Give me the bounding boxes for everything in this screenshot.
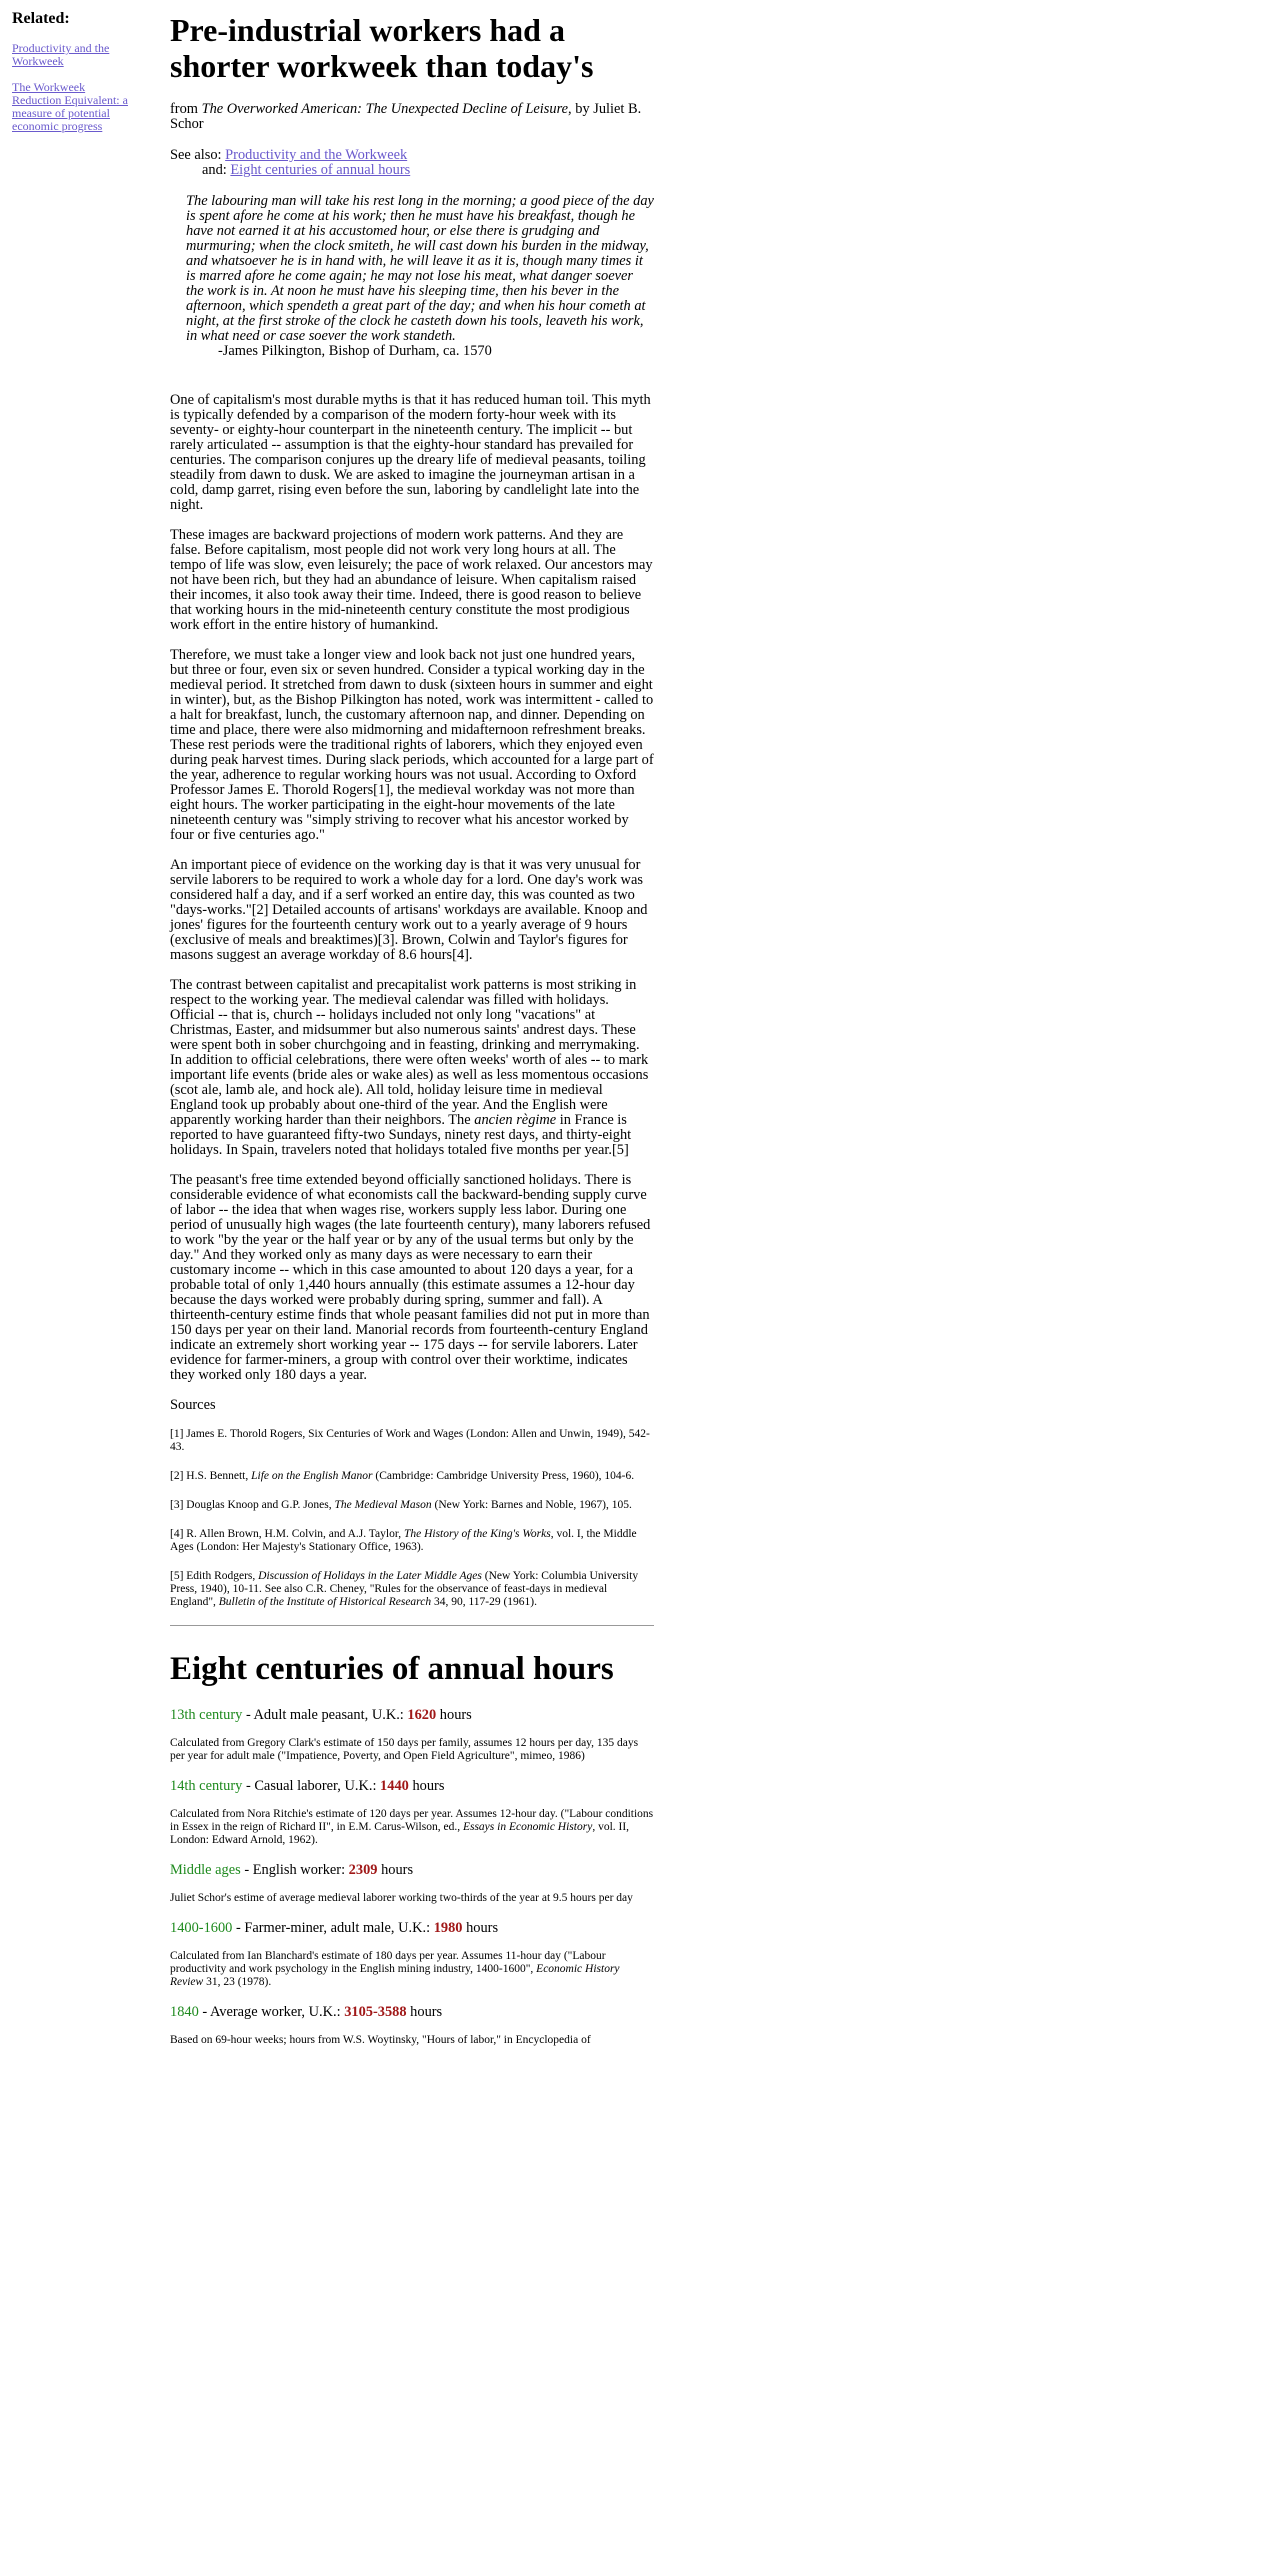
- hours-note-text: Juliet Schor's estime of average medieval laborer working two-thirds of the year at 9.5 hours per day: [170, 1892, 633, 1904]
- source-ref-4: [170, 1528, 654, 1554]
- source-ref-4-title: The History of the King's Works: [403, 1528, 551, 1540]
- hours-note-post: 31, 23 (1978).: [203, 1976, 272, 1988]
- source-ref-3-post: (New York: Barnes and Noble, 1967), 105.: [431, 1499, 632, 1511]
- source-ref-1: [170, 1428, 654, 1454]
- source-ref-4-post: , vol. I, the Middle Ages (London: Her Majesty's Stationary Office, 1963).: [170, 1528, 637, 1553]
- source-prefix: from: [170, 101, 202, 117]
- hours-era: Middle ages: [170, 1862, 241, 1878]
- hours-note: [170, 1808, 654, 1847]
- main-content: [170, 12, 654, 2063]
- hours-note-text: Calculated from Ian Blanchard's estimate of 180 days per year. Assumes 11-hour day ("Labour productivity and work psychology in the English mining industry, 1400-1600",: [170, 1950, 606, 1975]
- see-also-link-productivity[interactable]: Productivity and the Workweek: [225, 147, 408, 163]
- hours-note-post: , vol. II, London: Edward Arnold, 1962).: [170, 1821, 630, 1846]
- hours-note: [170, 1950, 654, 1989]
- page-title: Pre-industrial workers had a shorter workweek than today's: [170, 12, 594, 84]
- hours-entry: [170, 1708, 654, 1763]
- hours-entry-line: [170, 2005, 654, 2020]
- hours-unit: hours: [412, 1778, 445, 1794]
- hours-unit: hours: [466, 1920, 499, 1936]
- hours-era: 13th century: [170, 1707, 243, 1723]
- hours-note-title: Economic History Review: [170, 1963, 620, 1988]
- source-ref-5-title: Discussion of Holidays in the Later Middle Ages: [258, 1570, 482, 1582]
- paragraph-5-part-a: The contrast between capitalist and precapitalist work patterns is most striking in respect to the working year. The medieval calendar was filled with holidays. Official -- that is, church -- holidays included not only long "vacations" at Christmas, Easter, and midsummer but also numerous saints' andrest days. These were spent both in sober churchgoing and in feasting, drinking and merrymaking. In addition to official celebrations, there were often weeks' worth of ales -- to mark important life events (bride ales or wake ales) as well as less momentous occasions (scot ale, lamb ale, and hock ale). All told, holiday leisure time in medieval England took up probably about one-third of the year. And the English were apparently working harder than their neighbors. The: [170, 977, 649, 1128]
- source-ref-5-pre: [5] Edith Rodgers,: [170, 1570, 259, 1582]
- hours-note: [170, 1892, 654, 1905]
- hours-value: 1980: [433, 1920, 463, 1936]
- ancien-regime-term: ancien règime: [474, 1112, 557, 1128]
- source-ref-2-post: (Cambridge: Cambridge University Press, 1960), 104-6.: [372, 1470, 635, 1482]
- hours-entry: [170, 1921, 654, 1989]
- source-ref-5: [170, 1570, 654, 1609]
- hours-value: 1440: [380, 1778, 409, 1794]
- hours-note: [170, 1737, 654, 1763]
- hours-entry: [170, 2005, 654, 2047]
- related-sidebar: [12, 10, 137, 146]
- related-link-workweek-reduction[interactable]: The Workweek Reduction Equivalent: a measure of potential economic progress: [12, 80, 128, 133]
- hours-era: 1400-1600: [170, 1920, 233, 1936]
- paragraph-4: An important piece of evidence on the working day is that it was very unusual for servile laborers to be required to work a whole day for a lord. One day's work was considered half a day, and if a serf worked an entire day, this was counted as two "days-works."[2] Detailed accounts of artisans' workdays are available. Knoop and jones' figures for the fourteenth century work out to a yearly average of 9 hours (exclusive of meals and breaktimes)[3]. Brown, Colwin and Taylor's figures for masons suggest an average workday of 8.6 hours[4].: [170, 857, 648, 963]
- hours-value: 3105-3588: [344, 2004, 407, 2020]
- source-line: [170, 102, 654, 132]
- source-ref-3-pre: [3] Douglas Knoop and G.P. Jones,: [170, 1499, 335, 1511]
- source-ref-5-journal: Bulletin of the Institute of Historical Research: [218, 1596, 432, 1608]
- hours-entry: [170, 1863, 654, 1905]
- hours-entry: [170, 1779, 654, 1847]
- pilkington-quote: [186, 194, 654, 359]
- related-link-productivity[interactable]: Productivity and the Workweek: [12, 41, 110, 68]
- hours-entry-line: [170, 1863, 654, 1878]
- source-ref-5-mid: (New York: Columbia University Press, 1940), 10-11. See also C.R. Cheney, "Rules for the observance of feast-days in medieval England",: [170, 1570, 639, 1608]
- quote-attribution: -James Pilkington, Bishop of Durham, ca. 1570: [218, 343, 492, 359]
- source-ref-3-title: The Medieval Mason: [334, 1499, 432, 1511]
- hours-entry-line: [170, 1708, 654, 1723]
- hours-value: 1620: [407, 1707, 437, 1723]
- hours-note-text: Based on 69-hour weeks; hours from W.S. Woytinsky, "Hours of labor," in Encyclopedia of: [170, 2034, 591, 2046]
- hours-note-title: Essays in Economic History: [462, 1821, 593, 1833]
- hours-desc: - English worker:: [240, 1862, 349, 1878]
- hours-desc: - Average worker, U.K.:: [198, 2004, 345, 2020]
- paragraph-3: Therefore, we must take a longer view and look back not just one hundred years, but three or four, even six or seven hundred. Consider a typical working day in the medieval period. It stretched from dawn to dusk (sixteen hours in summer and eight in winter), but, as the Bishop Pilkington has noted, work was intermittent - called to a halt for breakfast, lunch, the customary afternoon nap, and dinner. Depending on time and place, there were also midmorning and midafternoon refreshment breaks. These rest periods were the traditional rights of laborers, which they enjoyed even during peak harvest times. During slack periods, which accounted for a large part of the year, adherence to regular working hours was not usual. According to Oxford Professor James E. Thorold Rogers[1], the medieval workday was not more than eight hours. The worker participating in the eight-hour movements of the late nineteenth century was "simply striving to recover what his ancestor worked by four or five centuries ago.": [170, 647, 654, 843]
- hours-era: 14th century: [170, 1778, 243, 1794]
- source-ref-2-pre: [2] H.S. Bennett,: [170, 1470, 252, 1482]
- section-divider: [170, 1625, 654, 1626]
- hours-desc: - Adult male peasant, U.K.:: [242, 1707, 408, 1723]
- hours-unit: hours: [439, 1707, 472, 1723]
- hours-value: 2309: [348, 1862, 378, 1878]
- source-ref-4-pre: [4] R. Allen Brown, H.M. Colvin, and A.J. Taylor,: [170, 1528, 404, 1540]
- book-title: The Overworked American: The Unexpected Decline of Leisure: [201, 101, 569, 117]
- source-ref-5-post: 34, 90, 117-29 (1961).: [431, 1596, 538, 1608]
- hours-entry-line: [170, 1779, 654, 1794]
- source-ref-1-text: [1] James E. Thorold Rogers, Six Centuries of Work and Wages (London: Allen and Unwin, 1949), 542-43.: [170, 1428, 650, 1453]
- hours-era: 1840: [170, 2004, 199, 2020]
- see-also-label: See also:: [170, 147, 226, 163]
- paragraph-2: These images are backward projections of modern work patterns. And they are false. Before capitalism, most people did not work very long hours at all. The tempo of life was slow, even leisurely; the pace of work relaxed. Our ancestors may not have been rich, but they had an abundance of leisure. When capitalism raised their incomes, it also took away their time. Indeed, there is good reason to believe that working hours in the mid-nineteenth century constitute the most prodigious work effort in the entire history of humankind.: [170, 527, 653, 633]
- related-heading: Related:: [12, 10, 70, 27]
- hours-desc: - Casual laborer, U.K.:: [242, 1778, 381, 1794]
- hours-unit: hours: [410, 2004, 443, 2020]
- paragraph-5: [170, 978, 654, 1158]
- hours-unit: hours: [381, 1862, 414, 1878]
- source-author: , by Juliet B. Schor: [170, 101, 642, 132]
- paragraph-6: The peasant's free time extended beyond officially sanctioned holidays. There is considerable evidence of what economists call the backward-bending supply curve of labor -- the idea that when wages rise, workers supply less labor. During one period of unusually high wages (the late fourteenth century), many laborers refused to work "by the year or the half year or by any of the usual terms but only by the day." And they worked only as many days as were necessary to earn their customary income -- which in this case amounted to about 120 days a year, for a probable total of only 1,440 hours annually (this estimate assumes a 12-hour day because the days worked were probably during spring, summer and fall). A thirteenth-century estime finds that whole peasant families did not put in more than 150 days per year on their land. Manorial records from fourteenth-century England indicate an extremely short working year -- 175 days -- for servile laborers. Later evidence for farmer-miners, a group with control over their worktime, indicates they worked only 180 days a year.: [170, 1172, 651, 1383]
- hours-note-text: Calculated from Gregory Clark's estimate of 150 days per family, assumes 12 hours per day, 135 days per year for adult male ("Impatience, Poverty, and Open Field Agriculture", mimeo, 1986): [170, 1737, 639, 1762]
- hours-entry-line: [170, 1921, 654, 1936]
- hours-desc: - Farmer-miner, adult male, U.K.:: [232, 1920, 434, 1936]
- quote-text: The labouring man will take his rest long in the morning; a good piece of the day is spent afore he come at his work; then he must have his breakfast, though he have not earned it at his accustomed hour, or else there is grudging and murmuring; when the clock smiteth, he will cast down his burden in the midway, and whatsoever he is in hand with, he will leave it as it is, though many times it is marred afore he come again; he may not lose his meat, what danger soever the work is in. At noon he must have his sleeping time, then his bever in the afternoon, which spendeth a great part of the day; and when his hour cometh at night, at the first stroke of the clock he casteth down his tools, leaveth his work, in what need or case soever the work standeth.: [186, 193, 654, 344]
- see-also: [170, 148, 654, 178]
- hours-note-text: Calculated from Nora Ritchie's estimate of 120 days per year. Assumes 12-hour day. ("Labour conditions in Essex in the reign of Richard II", in E.M. Carus-Wilson, ed.,: [170, 1808, 654, 1833]
- and-label: and:: [202, 162, 231, 178]
- paragraph-5-part-b: in France is reported to have guaranteed fifty-two Sundays, ninety rest days, and thirty-eight holidays. In Spain, travelers noted that holidays totaled five months per year.[5]: [170, 1112, 632, 1158]
- see-also-link-annual-hours[interactable]: Eight centuries of annual hours: [230, 162, 411, 178]
- source-ref-2: [170, 1470, 654, 1483]
- annual-hours-title: Eight centuries of annual hours: [170, 1651, 614, 1687]
- sources-heading: Sources: [170, 1397, 216, 1413]
- hours-note: [170, 2034, 654, 2047]
- source-ref-2-title: Life on the English Manor: [251, 1470, 373, 1482]
- paragraph-1: One of capitalism's most durable myths is that it has reduced human toil. This myth is typically defended by a comparison of the modern forty-hour week with its seventy- or eighty-hour counterpart in the nineteenth century. The implicit -- but rarely articulated -- assumption is that the eighty-hour standard has prevailed for centuries. The comparison conjures up the dreary life of medieval peasants, toiling steadily from dawn to dusk. We are asked to imagine the journeyman artisan in a cold, damp garret, rising even before the sun, laboring by candlelight late into the night.: [170, 392, 651, 513]
- source-ref-3: [170, 1499, 654, 1512]
